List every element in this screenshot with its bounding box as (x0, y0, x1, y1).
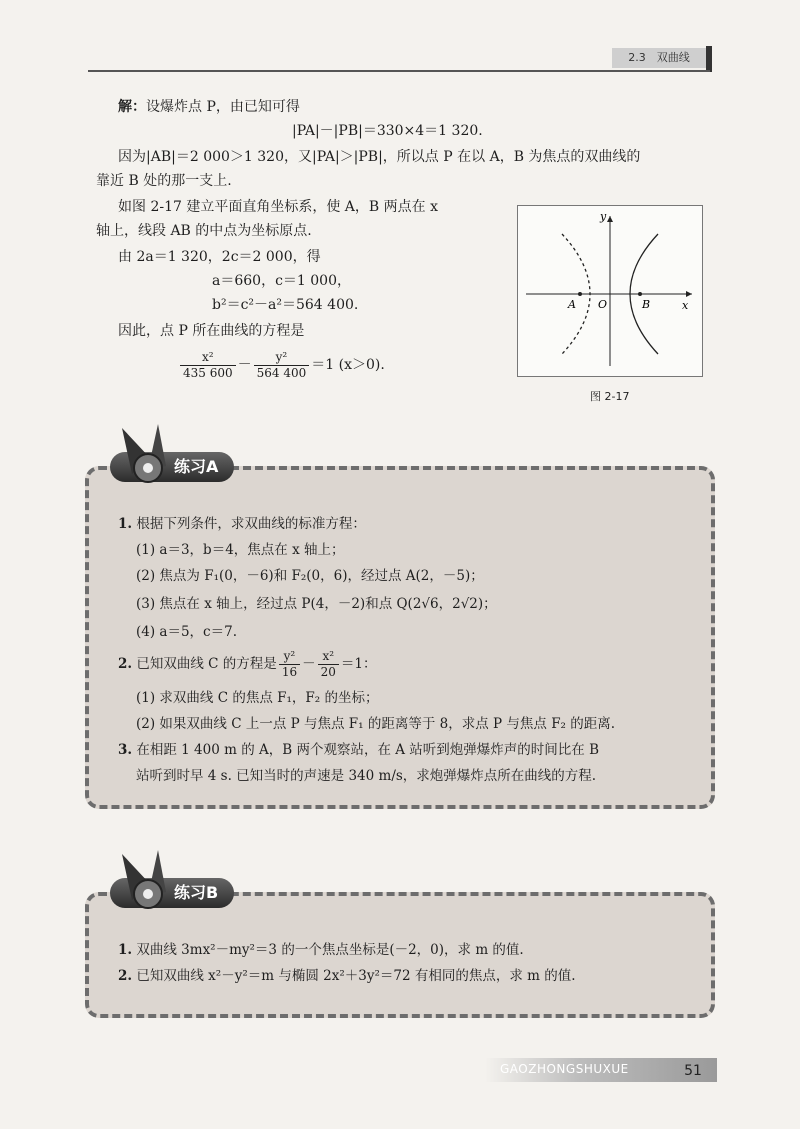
b-q1-text: 双曲线 3mx²－my²＝3 的一个焦点坐标是(－2，0)，求 m 的值. (136, 942, 524, 958)
exercise-b-q1: 1. 双曲线 3mx²－my²＝3 的一个焦点坐标是(－2，0)，求 m 的值. (118, 942, 524, 958)
exercise-a-title: 练习A (110, 452, 234, 482)
exercise-a-q3: 3. 在相距 1 400 m 的 A，B 两个观察站，在 A 站听到炮弹爆炸声的时间比在 B (118, 742, 600, 758)
point-b-label: B (642, 298, 651, 311)
exercise-a-q2: 2. 已知双曲线 C 的方程是 $\frac{\text{y²}}{16}$ － $\frac{\text{x²}}{20}$ ＝1： (118, 649, 377, 679)
axis-label-y: y (600, 210, 607, 223)
header-rule (88, 70, 710, 72)
exercise-a-q1-3: (3) 焦点在 x 轴上，经过点 P(4，－2)和点 Q(2√6，2√2)； (136, 596, 497, 612)
exercise-a-q2-1: (1) 求双曲线 C 的焦点 F₁，F₂ 的坐标； (136, 690, 379, 706)
equation-4-tail: ＝1 (x＞0). (311, 357, 385, 373)
axis-label-x: x (682, 299, 689, 312)
origin-label: O (598, 298, 608, 311)
equation-1: |PA|－|PB|＝330×4＝1 320. (292, 123, 483, 139)
solution-text-1: 设爆炸点 P，由已知可得 (146, 99, 300, 115)
solution-line-7: 因此，点 P 所在曲线的方程是 (118, 323, 305, 339)
exercise-a-q1-4: (4) a＝5，c＝7. (136, 624, 237, 640)
q3-line-1: 在相距 1 400 m 的 A，B 两个观察站，在 A 站听到炮弹爆炸声的时间比在 B (136, 742, 600, 758)
solution-line-2: 因为|AB|＝2 000＞1 320，又|PA|＞|PB|，所以点 P 在以 A，B 为焦点的双曲线的 (118, 149, 641, 165)
q2-pre: 已知双曲线 C 的方程是 (136, 656, 277, 672)
frac-num: y² (279, 649, 300, 665)
solution-line-1 (118, 96, 300, 118)
q1-text: 根据下列条件，求双曲线的标准方程： (136, 516, 366, 532)
compass-icon (112, 844, 184, 916)
fraction-y (254, 350, 310, 381)
solution-line-3: 靠近 B 处的那一支上. (96, 173, 232, 189)
frac-num: y² (254, 350, 310, 366)
equation-2: a＝660，c＝1 000， (212, 273, 351, 289)
hyperbola-graph (518, 206, 702, 376)
exercise-b-q2: 2. 已知双曲线 x²－y²＝m 与椭圆 2x²＋3y²＝72 有相同的焦点，求 m 的值. (118, 968, 576, 984)
solution-line-5: 轴上，线段 AB 的中点为坐标原点. (96, 223, 312, 239)
footer-brand: GAOZHONGSHUXUE (500, 1062, 629, 1076)
equation-4: $\frac{\text{x²}}{435 600}$ － $\frac{\text{y²}}{564 400}$ ＝1 (x＞0). (178, 348, 385, 382)
equation-3: b²＝c²－a²＝564 400. (212, 297, 359, 313)
b-q2-text: 已知双曲线 x²－y²＝m 与椭圆 2x²＋3y²＝72 有相同的焦点，求 m 的值. (136, 968, 576, 984)
header-bar (706, 46, 712, 72)
frac-den: 20 (320, 665, 336, 679)
solution-line-6: 由 2a＝1 320，2c＝2 000，得 (118, 249, 321, 265)
exercise-b-title: 练习B (110, 878, 234, 908)
frac-den: 564 400 (256, 365, 307, 380)
compass-icon (112, 418, 184, 490)
solution-line-4: 如图 2-17 建立平面直角坐标系，使 A，B 两点在 x (118, 199, 438, 215)
hyperbola-figure (517, 205, 703, 377)
q2-post: ＝1： (340, 656, 377, 672)
exercise-a-q2-2: (2) 如果双曲线 C 上一点 P 与焦点 F₁ 的距离等于 8，求点 P 与焦点 F₂ 的距离. (136, 716, 616, 732)
figure-caption: 图 2-17 (590, 390, 630, 403)
frac-den: 435 600 (183, 365, 233, 380)
q2-fraction-y (279, 649, 300, 680)
solution-label: 解： (118, 99, 146, 115)
exercise-a-q1: 1. 根据下列条件，求双曲线的标准方程： (118, 516, 366, 532)
section-header: 2.3 双曲线 (612, 48, 706, 68)
exercise-a-q1-1: (1) a＝3，b＝4，焦点在 x 轴上； (136, 542, 345, 558)
frac-den: 16 (281, 665, 298, 679)
exercise-a-q3-line-2: 站听到时早 4 s. 已知当时的声速是 340 m/s，求炮弹爆炸点所在曲线的方程. (136, 768, 597, 784)
fraction-x (180, 350, 236, 381)
frac-num: x² (180, 350, 236, 366)
frac-num: x² (318, 649, 339, 665)
point-a-label: A (568, 298, 576, 311)
exercise-a-q1-2: (2) 焦点为 F₁(0，－6)和 F₂(0，6)，经过点 A(2，－5)； (136, 568, 484, 584)
page-number: 51 (684, 1063, 702, 1079)
q2-fraction-x (318, 649, 339, 680)
